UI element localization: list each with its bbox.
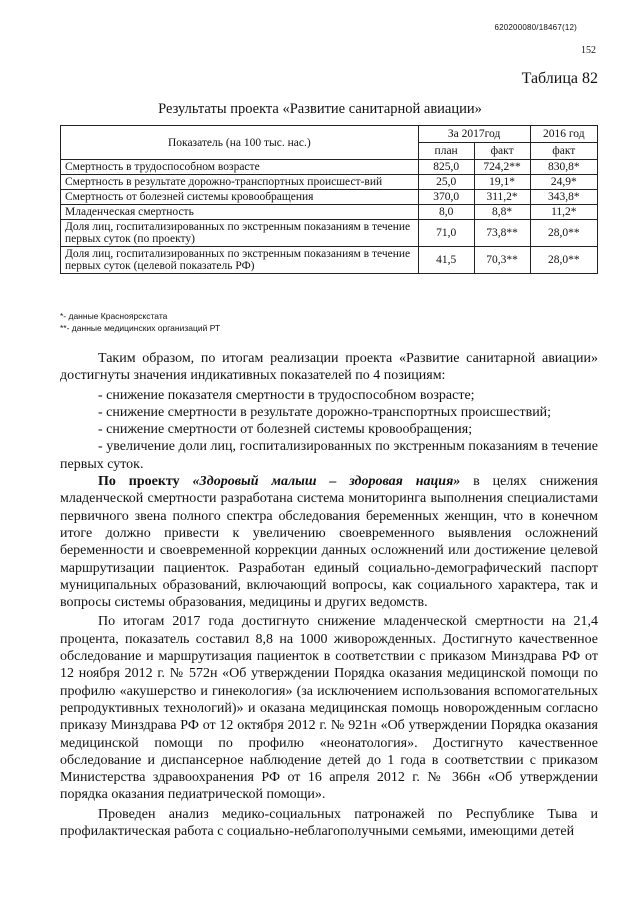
- row-label: Доля лиц, госпитализированных по экстренным показаниям в течение первых суток (целевой показатель РФ): [61, 247, 419, 274]
- note-krasnoyarskstat: *- данные Красноярскстата: [60, 311, 168, 321]
- table-label: Таблица 82: [521, 70, 598, 87]
- table-row: [61, 160, 598, 175]
- header-fact-2016: факт: [530, 143, 597, 160]
- paragraph: Проведен анализ медико-социальных патронажей по Республике Тыва и профилактическая работа с социально-неблагополучными семьями, имеющими детей: [60, 806, 598, 840]
- list-item: - увеличение доли лиц, госпитализированных по экстренным показаниям в течение первых суток.: [60, 439, 598, 472]
- paragraph-rest: в целях снижения младенческой смертности разработана система мониторинга выполнения специалистами первичного звена полного спектра обследования беременных женщин, что в конечном итоге должно привести к увеличению своевременного выявления осложнений беременности и своевременной коррекции данных осложнений или достижение целевой маршрутизации пациенток. Разработан единый социально-демографический паспорт муниципальных образований, включающий вопросы, как социального характера, так и вопросы системы образования, медицины и других ведомств.: [60, 474, 598, 611]
- row-label: Доля лиц, госпитализированных по экстренным показаниям в течение первых суток (по проекту): [61, 220, 419, 247]
- header-indicator: Показатель (на 100 тыс. нас.): [61, 126, 419, 160]
- header-2017: За 2017год: [418, 126, 530, 143]
- body-text: [60, 350, 598, 842]
- row-plan: 41,5: [418, 247, 474, 274]
- table-row: [61, 220, 598, 247]
- header-fact: факт: [474, 143, 530, 160]
- row-fact-2016: 343,8*: [530, 190, 597, 205]
- table-title: Результаты проекта «Развитие санитарной авиации»: [158, 101, 482, 117]
- row-plan: 25,0: [418, 175, 474, 190]
- row-fact-2016: 28,0**: [530, 220, 597, 247]
- row-fact: 19,1*: [474, 175, 530, 190]
- list-item: - снижение смертности от болезней системы кровообращения;: [98, 422, 473, 438]
- row-plan: 8,0: [418, 205, 474, 220]
- table-notes: [60, 310, 220, 334]
- row-label: Смертность в трудоспособном возрасте: [61, 160, 419, 175]
- table-row: [61, 190, 598, 205]
- paragraph: Таким образом, по итогам реализации проекта «Развитие санитарной авиации» достигнуты значения индикативных показателей по 4 позициям:: [60, 351, 598, 384]
- table-row: [61, 175, 598, 190]
- header-2016: 2016 год: [530, 126, 597, 143]
- row-fact: 70,3**: [474, 247, 530, 274]
- row-fact: 8,8*: [474, 205, 530, 220]
- document-id: 620200080/18467(12): [494, 23, 577, 32]
- row-label: Смертность в результате дорожно-транспортных происшест-вий: [61, 175, 419, 190]
- row-fact: 311,2*: [474, 190, 530, 205]
- row-fact-2016: 28,0**: [530, 247, 597, 274]
- row-label: Смертность от болезней системы кровообращения: [61, 190, 419, 205]
- paragraph: [60, 473, 598, 611]
- table-row: [61, 205, 598, 220]
- table-row: [61, 247, 598, 274]
- header-plan: план: [418, 143, 474, 160]
- results-table: [60, 125, 598, 274]
- row-plan: 71,0: [418, 220, 474, 247]
- row-fact: 724,2**: [474, 160, 530, 175]
- row-label: Младенческая смертность: [61, 205, 419, 220]
- project-name: «Здоровый малыш – здоровая нация»: [192, 474, 461, 490]
- list-item: - снижение смертности в результате дорожно-транспортных происшествий;: [98, 404, 552, 420]
- page-number: 152: [581, 45, 596, 56]
- row-plan: 370,0: [418, 190, 474, 205]
- project-lead: По проекту: [98, 474, 193, 490]
- list-item: - снижение показателя смертности в трудоспособном возрасте;: [98, 387, 475, 403]
- note-medical-orgs: **- данные медицинских организаций РТ: [60, 323, 221, 333]
- paragraph: По итогам 2017 года достигнуто снижение младенческой смертности на 21,4 процента, показатель составил 8,8 на 1000 живорожденных. Достигнуто качественное обследование и маршрутизация пациенток в соответствии с приказом Минздрава РФ от 12 ноября 2012 г. № 572н «Об утверждении Порядка оказания медицинской помощи по профилю «акушерство и гинекология» (за исключением использования вспомогательных репродуктивных технологий)» и оказана медицинская помощь новорожденным согласно приказу Минздрава РФ от 12 октября 2012 г. № 921н «Об утверждении Порядка оказания медицинской помощи по профилю «неонатология». Достигнуто качественное обследование и диспансерное наблюдение детей до 1 года в соответствии с приказом Министерства здравоохранения РФ от 16 апреля 2012 г. № 366н «Об утверждении порядка оказания педиатрической помощи».: [60, 614, 598, 803]
- row-fact: 73,8**: [474, 220, 530, 247]
- row-plan: 825,0: [418, 160, 474, 175]
- row-fact-2016: 830,8*: [530, 160, 597, 175]
- row-fact-2016: 11,2*: [530, 205, 597, 220]
- row-fact-2016: 24,9*: [530, 175, 597, 190]
